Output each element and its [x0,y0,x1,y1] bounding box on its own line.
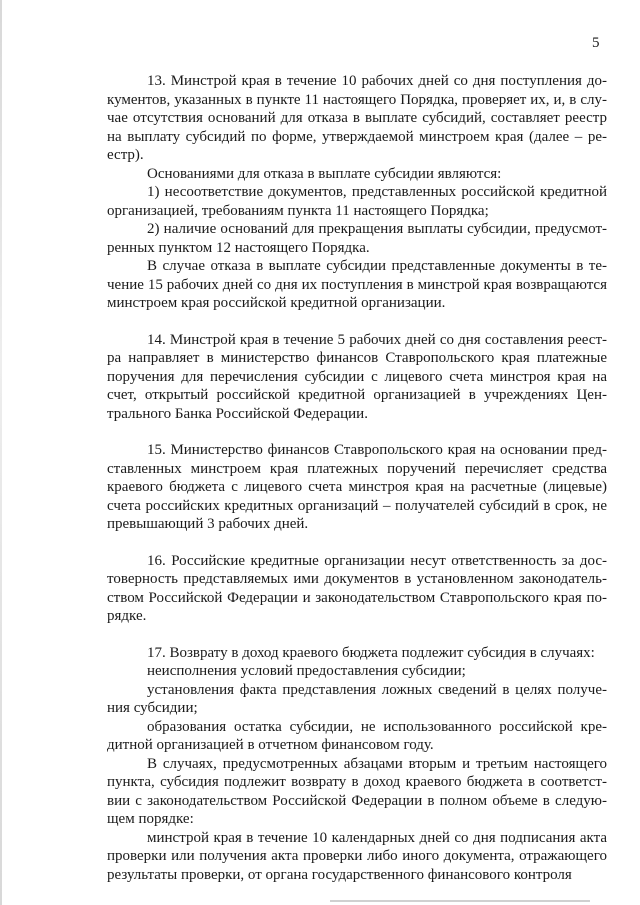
paragraph-refusal-return: В случае отказа в выплате субсидии представленные документы в течение 15 рабочих дней со дня их поступления в минстрой края возвращаются минстроем края российской кредитной организации. [107,258,607,311]
paragraph-14: 14. Минстрой края в течение 5 рабочих дней со дня составления реестра направляет в министерство финансов Ставропольского края платежные поручения для перечисления субсидии с лицевого счета минстроя края на счет, открытый российской кредитной организацией в учреждениях Центрального Банка Российской Федерации. [107,331,607,422]
paragraph-ground-1: 1) несоответствие документов, представленных российской кредитной организацией, требованиям пункта 11 настоящего Порядка; [107,184,607,219]
section-gap [107,534,607,552]
paragraph-13: 13. Минстрой края в течение 10 рабочих дней со дня поступления документов, указанных в пункте 11 настоящего Порядка, проверяет их, и, в случае отсутствия оснований для отказа в выплате субсидий, составляет реестр на выплату субсидий по форме, утверждаемой минстроем края (далее – реестр). [107,73,607,163]
paragraph-ground-2: 2) наличие оснований для прекращения выплаты субсидии, предусмотренных пунктом 12 настоящего Порядка. [107,221,607,256]
paragraph-refusal-grounds: Основаниями для отказа в выплате субсидии являются: [147,165,502,182]
paragraph-17-case-2: установления факта представления ложных сведений в целях получения субсидии; [107,681,607,716]
paragraph-16: 16. Российские кредитные организации несут ответственность за достоверность представляемых ими документов в установленном законодательством Российской Федерации и законодательством Ставропольского края порядке. [107,552,607,624]
paragraph-17-minstroy: минстрой края в течение 10 календарных дней со дня подписания акта проверки или получения акта проверки либо иного документа, отражающего результаты проверки, от органа государственного финансового контроля [107,829,607,883]
document-body [107,72,607,884]
paragraph-17: 17. Возврату в доход краевого бюджета подлежит субсидия в случаях: [147,644,595,661]
section-gap [107,423,607,441]
paragraph-17-case-1: неисполнения условий предоставления субсидии; [147,663,466,679]
paragraph-17-case-3: образования остатка субсидии, не использованного российской кредитной организацией в отчетном финансовом году. [107,718,607,753]
scan-bottom-artifact [330,900,590,902]
section-gap [107,313,607,331]
paragraph-15: 15. Министерство финансов Ставропольского края на основании представленных минстроем края платежных поручений перечисляет средства краевого бюджета с лицевого счета минстроя края на расчетные (лицевые) счета российских кредитных организаций – получателей субсидий в срок, не превышающий 3 рабочих дней. [107,442,607,532]
page-number: 5 [592,35,600,51]
scan-left-edge [0,0,2,905]
paragraph-17-procedure: В случаях, предусмотренных абзацами вторым и третьим настоящего пункта, субсидия подлежит возврату в доход краевого бюджета в соответствии с законодательством Российской Федерации в полном объеме в следующем порядке: [107,755,607,827]
section-gap [107,626,607,644]
